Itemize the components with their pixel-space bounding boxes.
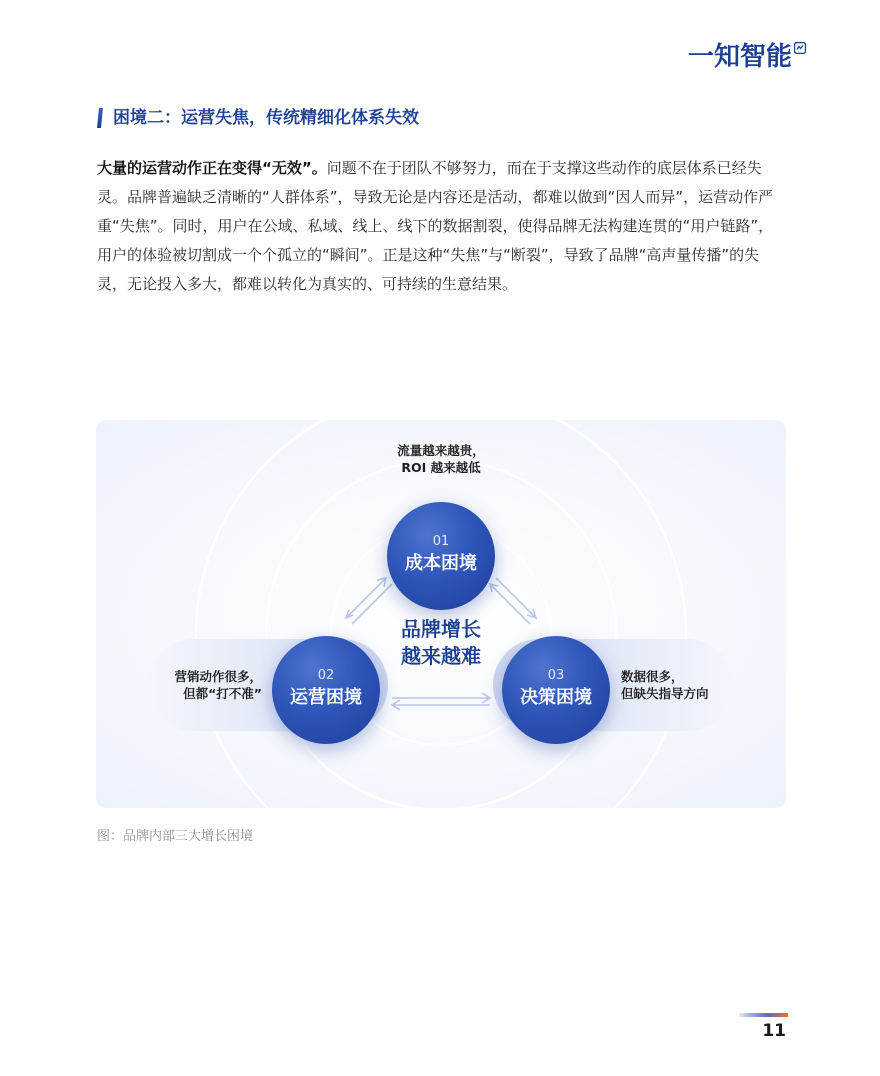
- note-cost-line1: 流量越来越贵，: [397, 443, 485, 458]
- paragraph-body: 问题不在于团队不够努力，而在于支撑这些动作的底层体系已经失灵。品牌普遍缺乏清晰的“人群体系”，导致无论是内容还是活动，都难以做到“因人而异”，运营动作严重“失焦”。同时，用户在公域、私域、线上、线下的数据割裂，使得品牌无法构建连贯的“用户链路”，用户的体验被切割成一个个孤立的“瞬间”。正是这种“失焦”与“断裂”，导致了品牌“高声量传播”的失灵，无论投入多大，都难以转化为真实的、可持续的生意结果。: [97, 159, 774, 293]
- heading-bar-icon: [97, 108, 103, 128]
- note-decision-line1: 数据很多，: [621, 669, 684, 684]
- page-number-accent-line: [739, 1013, 788, 1017]
- figure-caption: 图：品牌内部三大增长困境: [97, 829, 254, 844]
- brand-logo: [688, 40, 806, 74]
- note-decision-line2: 但缺失指导方向: [621, 686, 709, 701]
- diagram-center-text: [96, 616, 786, 670]
- note-operations-line2: 但都“打不准”: [183, 686, 262, 701]
- node-operations-title: 运营困境: [290, 687, 362, 708]
- section-heading: [97, 105, 419, 131]
- diagram-background: [96, 420, 786, 808]
- paragraph-lead: 大量的运营动作正在变得“无效”。: [97, 159, 327, 177]
- node-cost: [387, 502, 495, 610]
- note-cost-line2: ROI 越来越低: [401, 460, 481, 475]
- node-decision-number: 03: [547, 668, 565, 683]
- logo-mark-icon: [794, 42, 806, 54]
- note-cost: [96, 442, 786, 476]
- node-cost-title: 成本困境: [405, 553, 477, 574]
- note-decision: [621, 668, 709, 702]
- section-title: 困境二：运营失焦，传统精细化体系失效: [113, 108, 419, 128]
- brand-logo-text: 一知智能: [687, 42, 792, 72]
- node-decision-title: 决策困境: [520, 687, 592, 708]
- arrow-bottom-horizontal: [392, 693, 490, 710]
- note-operations-line1: 营销动作很多，: [174, 669, 262, 684]
- center-line1: 品牌增长: [401, 617, 481, 641]
- center-line2: 越来越难: [401, 644, 481, 668]
- diagram-panel: [96, 420, 786, 808]
- body-paragraph: [97, 154, 787, 299]
- node-cost-number: 01: [432, 534, 450, 549]
- page-number: 11: [762, 1021, 786, 1041]
- note-operations: [174, 668, 262, 702]
- node-operations-number: 02: [317, 668, 335, 683]
